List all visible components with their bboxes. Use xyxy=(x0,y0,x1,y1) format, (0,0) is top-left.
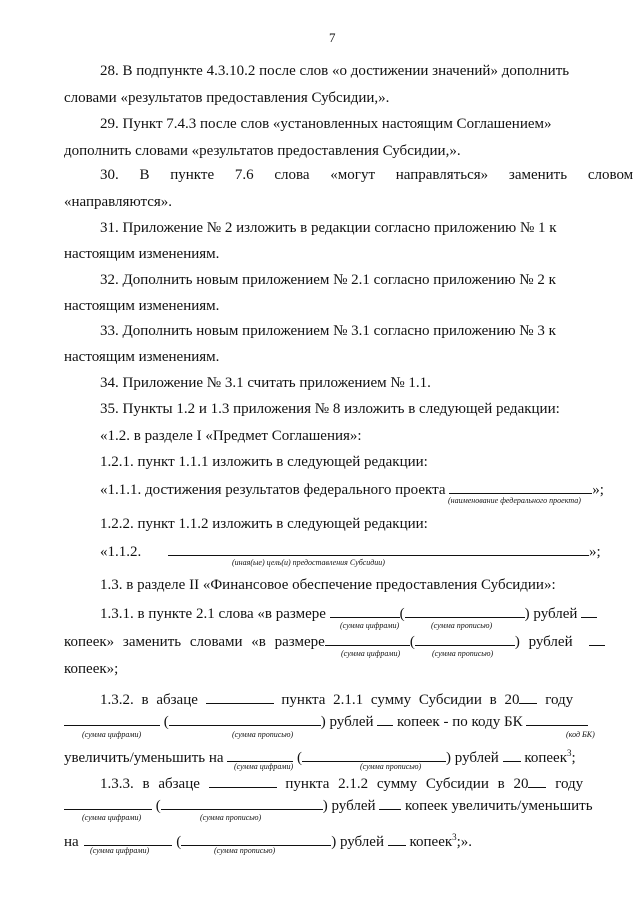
kopecks-label-4: копеек xyxy=(524,750,567,766)
sub-1-3-2-text: 1.3.2. в абзаце xyxy=(100,692,198,708)
sub-1-3-1-line3: копеек»; xyxy=(64,661,119,677)
rubles-label-2: рублей xyxy=(528,634,573,650)
sum-digits-blank xyxy=(330,603,400,618)
sum-words-blank-5 xyxy=(161,795,323,810)
sum-digits-blank-5 xyxy=(64,795,152,810)
close-paren-3: ) xyxy=(320,714,326,730)
sub-1-3-3-text: 1.3.3. в абзаце xyxy=(100,776,200,792)
sub-1-2-2: 1.2.2. пункт 1.1.2 изложить в следующей редакции: xyxy=(100,516,428,532)
close-paren-5: ) xyxy=(322,798,328,814)
year-label-2: году xyxy=(555,776,584,792)
item-31-line2: настоящим изменениям. xyxy=(64,246,220,262)
year-blank-2 xyxy=(528,773,546,788)
kopecks-blank-3 xyxy=(377,711,393,726)
item-32-line2: настоящим изменениям. xyxy=(64,298,220,314)
sub-1-3-1-line2 xyxy=(64,631,605,651)
sub-1-3-1-text2: копеек» заменить словами «в размере xyxy=(64,634,325,650)
sum-digits-caption-5: (сумма цифрами) xyxy=(82,813,142,822)
sum-digits-blank-4 xyxy=(227,747,293,762)
open-paren-3: ( xyxy=(163,714,169,730)
kopecks-bk-label: копеек - по коду БК xyxy=(397,714,523,730)
rubles-label-4: рублей xyxy=(454,750,499,766)
close-paren: ) xyxy=(524,606,530,622)
sub-1-2-1: 1.2.1. пункт 1.1.1 изложить в следующей редакции: xyxy=(100,454,428,470)
bk-code-caption: (код БК) xyxy=(566,730,595,739)
item-32-line1: 32. Дополнить новым приложением № 2.1 согласно приложению № 2 к xyxy=(100,272,556,288)
federal-project-blank xyxy=(449,479,592,494)
item-28-line2: словами «результатов предоставления Субсидии,». xyxy=(64,90,390,106)
item-33-line2: настоящим изменениям. xyxy=(64,349,220,365)
kopecks-blank-2 xyxy=(589,631,605,646)
sum-digits-blank-6 xyxy=(84,831,172,846)
kopecks-blank-4 xyxy=(503,747,521,762)
item-34: 34. Приложение № 3.1 считать приложением № 1.1. xyxy=(100,375,431,391)
sub-1-3-3-line2 xyxy=(64,795,593,815)
sub-1-1-2-text: «1.1.2. xyxy=(100,544,142,560)
item-33-line1: 33. Дополнить новым приложением № 3.1 согласно приложению № 3 к xyxy=(100,323,556,339)
open-paren: ( xyxy=(399,606,405,622)
on-label: на xyxy=(64,834,79,850)
sub-1-1-1-end: »; xyxy=(592,482,604,498)
subsidy-goal-blank xyxy=(168,541,589,556)
sum-digits-blank-2 xyxy=(325,631,410,646)
item-30-line1: 30. В пункте 7.6 слова «могут направляться» заменить словом xyxy=(100,167,634,183)
federal-project-caption: (наименование федерального проекта) xyxy=(448,496,581,505)
sum-digits-caption: (сумма цифрами) xyxy=(340,621,400,630)
sum-words-blank-2 xyxy=(415,631,515,646)
year-blank xyxy=(519,689,537,704)
sub-1-3-2-line1 xyxy=(100,689,573,709)
paragraph-blank-2 xyxy=(209,773,277,788)
sub-1-3-1-text: 1.3.1. в пункте 2.1 слова «в размере xyxy=(100,606,326,622)
sum-digits-blank-3 xyxy=(64,711,160,726)
sum-digits-caption-2: (сумма цифрами) xyxy=(341,649,401,658)
open-paren-5: ( xyxy=(155,798,161,814)
kopecks-blank xyxy=(581,603,597,618)
sum-words-caption-6: (сумма прописью) xyxy=(214,846,276,855)
item-31-line1: 31. Приложение № 2 изложить в редакции согласно приложению № 1 к xyxy=(100,220,557,236)
kopecks-increase-label: копеек увеличить/уменьшить xyxy=(405,798,593,814)
sub-1-3-2-line3 xyxy=(64,744,576,767)
increase-decrease-label: увеличить/уменьшить на xyxy=(64,750,224,766)
sub-1-3: 1.3. в разделе II «Финансовое обеспечение предоставления Субсидии»: xyxy=(100,577,556,593)
closing-mark: ;». xyxy=(456,834,473,850)
sum-words-caption-3: (сумма прописью) xyxy=(232,730,294,739)
footnote-mark-1: 3 xyxy=(566,748,572,758)
sub-1-3-3-text2: пункта 2.1.2 сумму Субсидии в 20 xyxy=(285,776,529,792)
footnote-mark-2: 3 xyxy=(452,832,457,842)
close-paren-4: ) xyxy=(446,750,452,766)
sum-words-blank-6 xyxy=(181,831,331,846)
sub-1-1-2-end: »; xyxy=(589,544,601,560)
item-30-line2: «направляются». xyxy=(64,194,172,210)
paragraph-blank xyxy=(206,689,274,704)
sum-digits-caption-4: (сумма цифрами) xyxy=(234,762,294,771)
year-label: году xyxy=(545,692,574,708)
sum-words-blank-4 xyxy=(302,747,446,762)
rubles-label-3: рублей xyxy=(329,714,374,730)
sum-words-caption-2: (сумма прописью) xyxy=(432,649,494,658)
subsidy-goal-caption: (иная(ые) цель(и) предоставления Субсидии) xyxy=(232,558,385,567)
item-35: 35. Пункты 1.2 и 1.3 приложения № 8 изложить в следующей редакции: xyxy=(100,401,560,417)
rubles-label-5: рублей xyxy=(331,798,376,814)
sub-1-3-3-line1 xyxy=(100,773,583,793)
item-29-line1: 29. Пункт 7.4.3 после слов «установленных настоящим Соглашением» xyxy=(100,116,552,132)
kopecks-blank-5 xyxy=(379,795,401,810)
open-paren-6: ( xyxy=(176,834,182,850)
sum-words-caption-4: (сумма прописью) xyxy=(360,762,422,771)
sum-words-blank-3 xyxy=(169,711,321,726)
sum-digits-caption-3: (сумма цифрами) xyxy=(82,730,142,739)
sum-words-caption-5: (сумма прописью) xyxy=(200,813,262,822)
open-paren-4: ( xyxy=(297,750,303,766)
sub-1-1-1-text: «1.1.1. достижения результатов федерального проекта xyxy=(100,482,446,498)
page-number: 7 xyxy=(329,30,336,45)
sub-1-3-2-text2: пункта 2.1.1 сумму Субсидии в 20 xyxy=(281,692,520,708)
item-29-line2: дополнить словами «результатов предоставления Субсидии,». xyxy=(64,143,461,159)
semicolon-1: ; xyxy=(571,750,576,766)
close-paren-2: ) xyxy=(514,634,520,650)
sub-1-3-1-line1 xyxy=(100,603,597,623)
sub-1-3-2-line2 xyxy=(64,711,588,731)
close-paren-6: ) xyxy=(331,834,337,850)
kopecks-blank-6 xyxy=(388,831,406,846)
item-28-line1: 28. В подпункте 4.3.10.2 после слов «о достижении значений» дополнить xyxy=(100,63,570,79)
kopecks-label-6: копеек xyxy=(409,834,453,850)
rubles-label-6: рублей xyxy=(339,834,384,850)
rubles-label: рублей xyxy=(533,606,578,622)
sum-digits-caption-6: (сумма цифрами) xyxy=(90,846,150,855)
open-paren-2: ( xyxy=(409,634,415,650)
bk-code-blank xyxy=(526,711,588,726)
sub-1-2: «1.2. в разделе I «Предмет Соглашения»: xyxy=(100,428,362,444)
sum-words-caption: (сумма прописью) xyxy=(431,621,493,630)
sum-words-blank xyxy=(405,603,525,618)
